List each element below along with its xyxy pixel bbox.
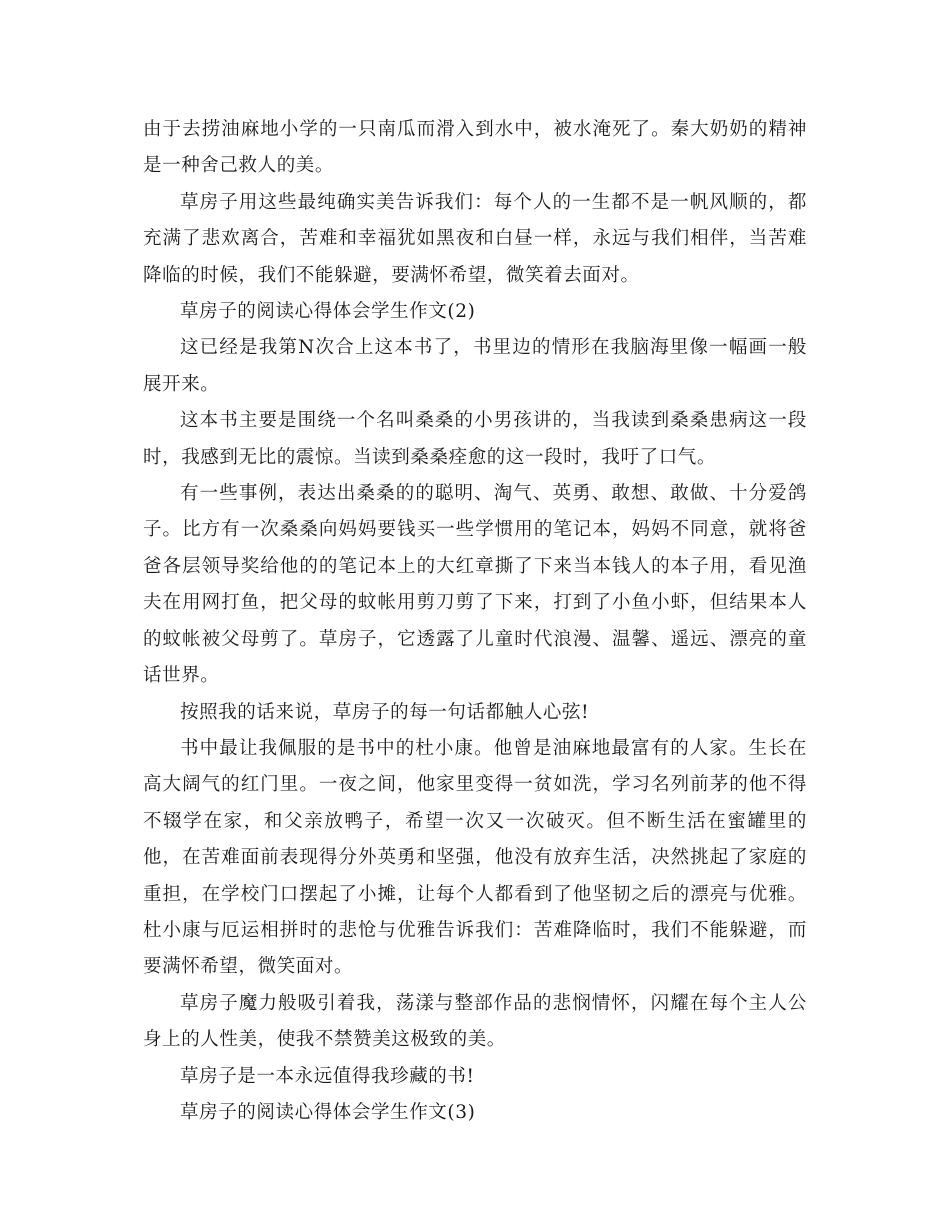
paragraph: 草房子魔力般吸引着我，荡漾与整部作品的悲悯情怀，闪耀在每个主人公身上的人性美，使我不禁赞美这极致的美。: [143, 992, 807, 1051]
section-heading: 草房子的阅读心得体会学生作文(3): [180, 1101, 476, 1123]
section-heading: 草房子的阅读心得体会学生作文(2): [180, 301, 476, 323]
paragraph: 有一些事例，表达出桑桑的的聪明、淘气、英勇、敢想、敢做、十分爱鸽子。比方有一次桑桑向妈妈要钱买一些学惯用的笔记本，妈妈不同意，就将爸爸各层领导奖给他的的笔记本上的大红章撕了下来当本钱人的本子用，看见渔夫在用网打鱼，把父母的蚊帐用剪刀剪了下来，打到了小鱼小虾，但结果本人的蚊帐被父母剪了。草房子，它透露了儿童时代浪漫、温馨、遥远、漂亮的童话世界。: [143, 483, 807, 687]
document-body: [143, 112, 807, 1131]
paragraph: 这已经是我第N次合上这本书了，书里边的情形在我脑海里像一幅画一般展开来。: [143, 337, 807, 395]
paragraph: 草房子是一本永远值得我珍藏的书!: [180, 1065, 475, 1087]
paragraph: 草房子用这些最纯确实美告诉我们：每个人的一生都不是一帆风顺的，都充满了悲欢离合，苦难和幸福犹如黑夜和白昼一样，永远与我们相伴，当苦难降临的时候，我们不能躲避，要满怀希望，微笑着去面对。: [143, 191, 807, 286]
paragraph: 这本书主要是围绕一个名叫桑桑的小男孩讲的，当我读到桑桑患病这一段时，我感到无比的震惊。当读到桑桑痊愈的这一段时，我吁了口气。: [143, 410, 807, 468]
paragraph: 书中最让我佩服的是书中的杜小康。他曾是油麻地最富有的人家。生长在高大阔气的红门里。一夜之间，他家里变得一贫如洗，学习名列前茅的他不得不辍学在家，和父亲放鸭子，希望一次又一次破灭。但不断生活在蜜罐里的他，在苦难面前表现得分外英勇和坚强，他没有放弃生活，决然挑起了家庭的重担，在学校门口摆起了小摊，让每个人都看到了他坚韧之后的漂亮与优雅。杜小康与厄运相拼时的悲怆与优雅告诉我们：苦难降临时，我们不能躲避，而要满怀希望，微笑面对。: [143, 737, 807, 978]
paragraph-continuation: 由于去捞油麻地小学的一只南瓜而滑入到水中，被水淹死了。秦大奶奶的精神是一种舍己救人的美。: [143, 119, 807, 177]
paragraph: 按照我的话来说，草房子的每一句话都触人心弦!: [180, 701, 590, 723]
